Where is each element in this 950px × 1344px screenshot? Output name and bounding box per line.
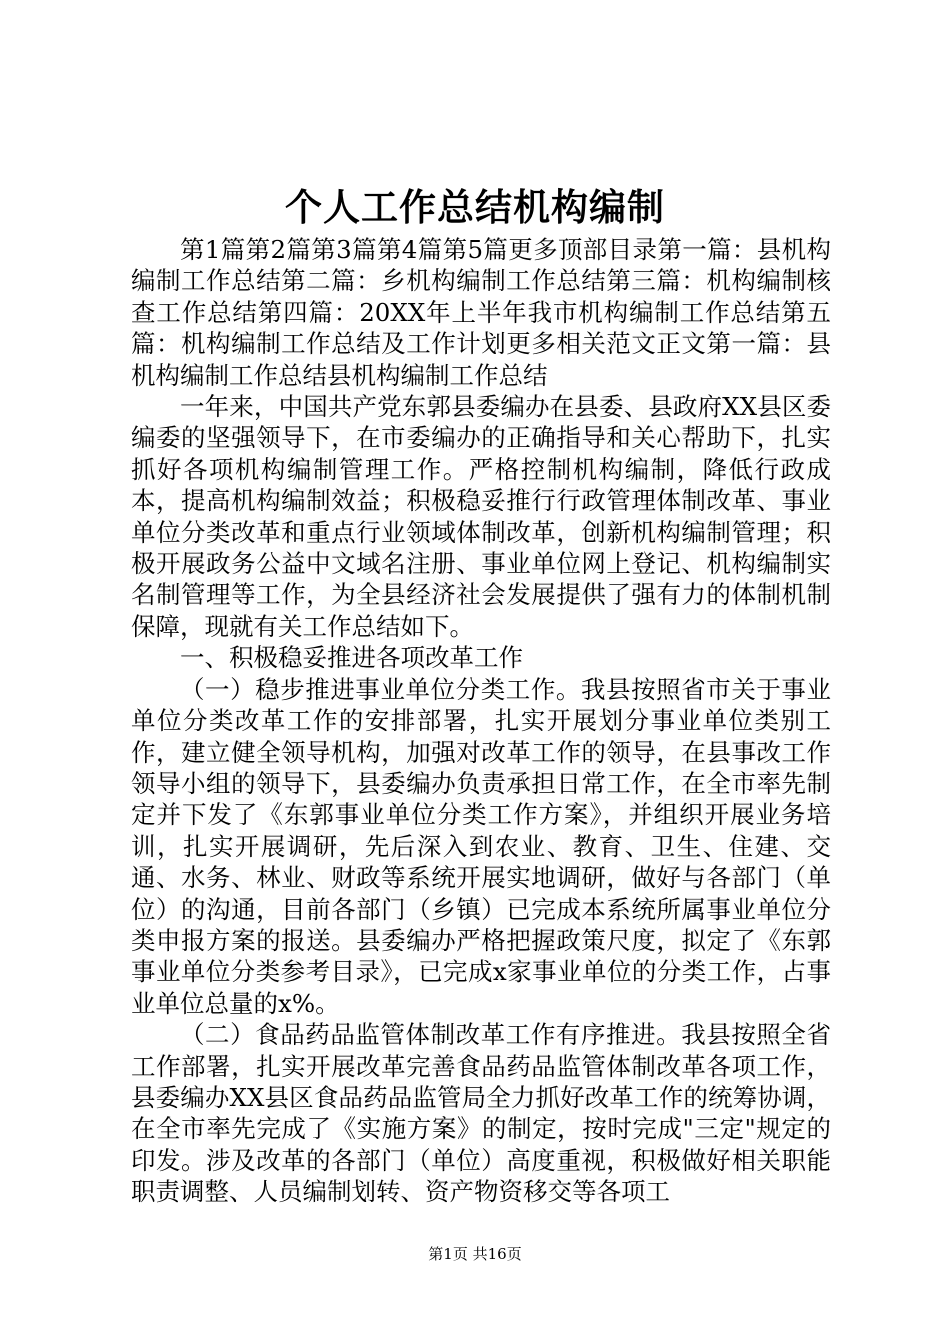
paragraph-intro: 一年来，中国共产党东郭县委编办在县委、县政府XX县区委编委的坚强领导下，在市委编办的正确指导和关心帮助下，扎实抓好各项机构编制管理工作。严格控制机构编制，降低行政成本，提高机构编制效益；积极稳妥推行行政管理体制改革、事业单位分类改革和重点行业领域体制改革，创新机构编制管理；积极开展政务公益中文域名注册、事业单位网上登记、机构编制实名制管理等工作，为全县经济社会发展提供了强有力的体制机制保障，现就有关工作总结如下。 [131,392,831,641]
document-title: 个人工作总结机构编制 [285,186,665,229]
paragraph-contents: 第1篇第2篇第3篇第4篇第5篇更多顶部目录第一篇：县机构编制工作总结第二篇：乡机构编制工作总结第三篇：机构编制核查工作总结第四篇：20XX年上半年我市机构编制工作总结第五篇：机构编制工作总结及工作计划更多相关范文正文第一篇：县机构编制工作总结县机构编制工作总结 [131,235,831,390]
paragraph-public-institution-classification: （一）稳步推进事业单位分类工作。我县按照省市关于事业单位分类改革工作的安排部署，扎实开展划分事业单位类别工作，建立健全领导机构，加强对改革工作的领导，在县事改工作领导小组的领导下，县委编办负责承担日常工作，在全市率先制定并下发了《东郭事业单位分类工作方案》，并组织开展业务培训，扎实开展调研，先后深入到农业、教育、卫生、住建、交通、水务、林业、财政等系统开展实地调研，做好与各部门（单位）的沟通，目前各部门（乡镇）已完成本系统所属事业单位分类申报方案的报送。县委编办严格把握政策尺度，拟定了《东郭事业单位分类参考目录》，已完成x家事业单位的分类工作，占事业单位总量的x%。 [131,674,831,1018]
paragraph-food-drug-reform: （二）食品药品监管体制改革工作有序推进。我县按照全省工作部署，扎实开展改革完善食品药品监管体制改革各项工作，县委编办XX县区食品药品监管局全力抓好改革工作的统筹协调，在全市率先完成了《实施方案》的制定，按时完成"三定"规定的印发。涉及改革的各部门（单位）高度重视，积极做好相关职能职责调整、人员编制划转、资产物资移交等各项工 [131,1020,831,1207]
page-footer: 第1页 共16页 [428,1245,522,1263]
document-body [131,234,831,1208]
section-heading-reform: 一、积极稳妥推进各项改革工作 [180,643,523,673]
